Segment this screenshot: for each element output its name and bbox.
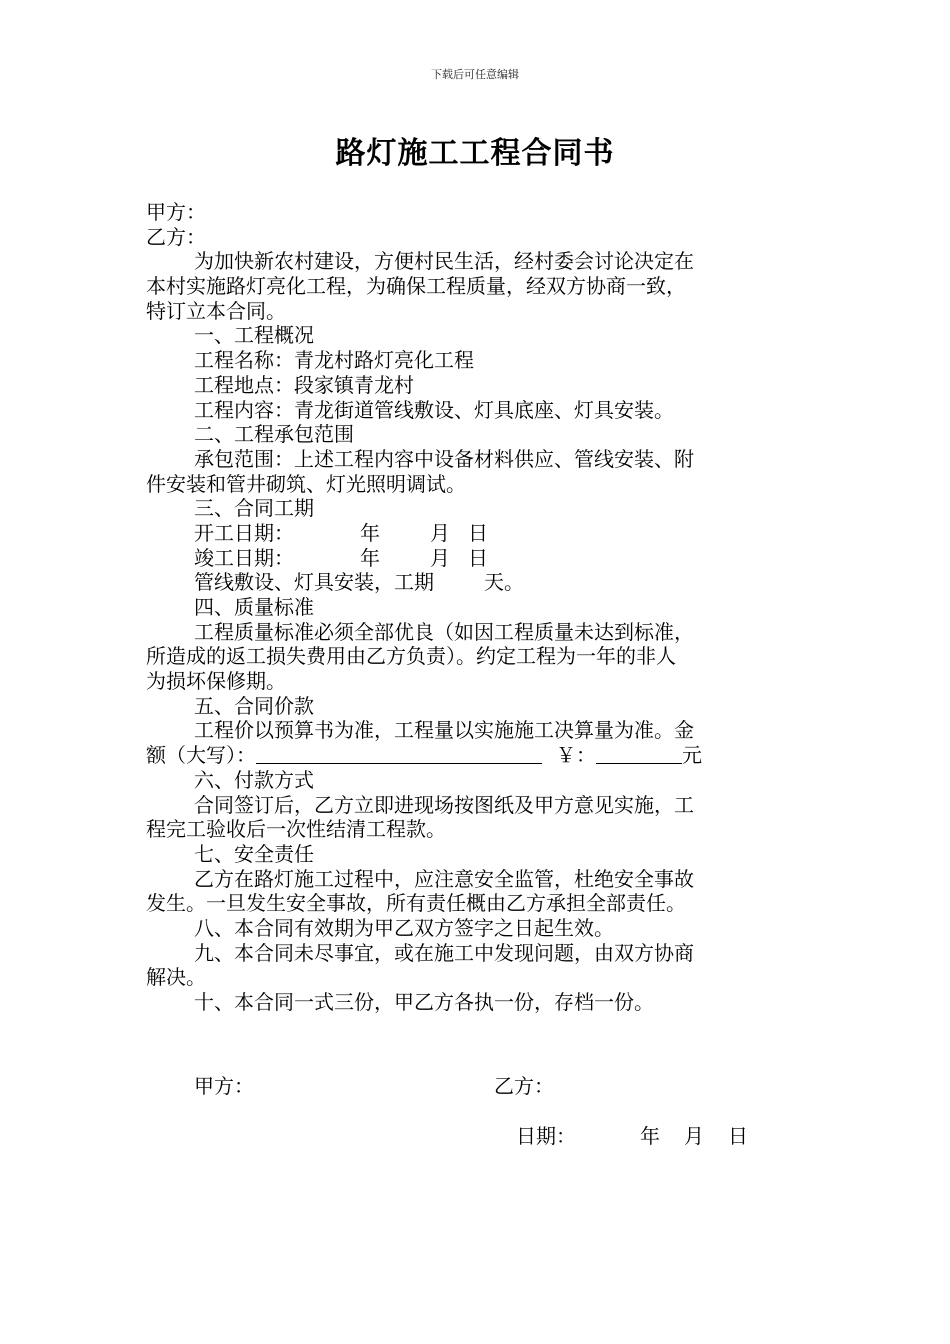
party-a-line: 甲方： [146,200,206,224]
signature-party-a: 甲方： [194,1074,254,1098]
safety-line: 乙方在路灯施工过程中，应注意安全监管，杜绝安全事故 [194,866,694,891]
signature-date-line [516,1120,748,1149]
section-heading: 三、合同工期 [194,496,314,521]
date-year: 年 [360,545,380,570]
intro-line: 特订立本合同。 [146,298,286,323]
copies-clause: 十、本合同一式三份，甲乙方各执一份，存档一份。 [194,990,654,1014]
quality-line: 所造成的返工损失费用由乙方负责）。约定工程为一年的非人 [146,644,676,669]
period-prefix: 管线敷设、灯具安装，工期 [194,570,434,595]
quality-line: 工程质量标准必须全部优良（如因工程质量未达到标准， [194,619,694,644]
matters-clause: 九、本合同未尽事宜，或在施工中发现问题，由双方协商 [194,940,694,965]
amount-unit: 元 [682,743,702,768]
quality-line: 为损坏保修期。 [146,669,286,694]
signature-party-b: 乙方： [494,1074,554,1098]
project-name: 工程名称：青龙村路灯亮化工程 [194,348,474,373]
date-month: 月 [430,545,450,570]
start-date-label: 开工日期： [194,520,294,545]
scope-line: 承包范围：上述工程内容中设备材料供应、管线安装、附 [194,446,694,471]
date-year: 年 [640,1124,660,1148]
section-heading: 四、质量标准 [194,595,314,619]
party-b-line: 乙方： [146,224,206,249]
project-content: 工程内容：青龙街道管线敷设、灯具底座、灯具安装。 [194,397,674,422]
intro-line: 为加快新农村建设，方便村民生活，经村委会讨论决定在 [194,249,694,274]
intro-line: 本村实施路灯亮化工程，为确保工程质量，经双方协商一致， [146,274,686,299]
project-location: 工程地点：段家镇青龙村 [194,372,414,397]
amount-line [146,743,806,768]
amount-words-blank[interactable] [256,743,542,764]
date-month: 月 [430,520,450,545]
amount-label: 额（大写）： [146,743,256,768]
validity-clause: 八、本合同有效期为甲乙双方签字之日起生效。 [194,915,614,940]
matters-clause: 解决。 [146,965,206,990]
section-heading: 七、安全责任 [194,841,314,866]
period-line [146,570,806,595]
signature-date-label: 日期： [516,1124,576,1148]
section-heading: 一、工程概况 [194,323,314,348]
end-date-label: 竣工日期： [194,545,294,570]
payment-line: 合同签订后，乙方立即进现场按图纸及甲方意见实施，工 [194,792,694,817]
yen-label: ￥： [556,743,596,768]
section-heading: 六、付款方式 [194,767,314,792]
safety-line: 发生。一旦发生安全事故，所有责任概由乙方承担全部责任。 [146,891,686,916]
header-note: 下载后可任意编辑 [431,68,519,81]
document-title: 路灯施工工程合同书 [335,136,615,171]
scope-line: 件安装和管井砌筑、灯光照明调试。 [146,471,466,496]
date-month: 月 [684,1124,704,1148]
start-date-line [146,521,806,546]
amount-number-blank[interactable] [596,743,682,764]
date-day: 日 [468,520,488,545]
contract-body [146,200,806,1015]
period-suffix: 天。 [484,570,524,595]
date-year: 年 [360,520,380,545]
section-heading: 五、合同价款 [194,693,314,718]
section-heading: 二、工程承包范围 [194,422,354,447]
date-day: 日 [728,1124,748,1148]
price-line: 工程价以预算书为准，工程量以实施施工决算量为准。金 [194,718,694,743]
payment-line: 程完工验收后一次性结清工程款。 [146,817,446,842]
date-day: 日 [468,545,488,570]
end-date-line [146,546,806,571]
